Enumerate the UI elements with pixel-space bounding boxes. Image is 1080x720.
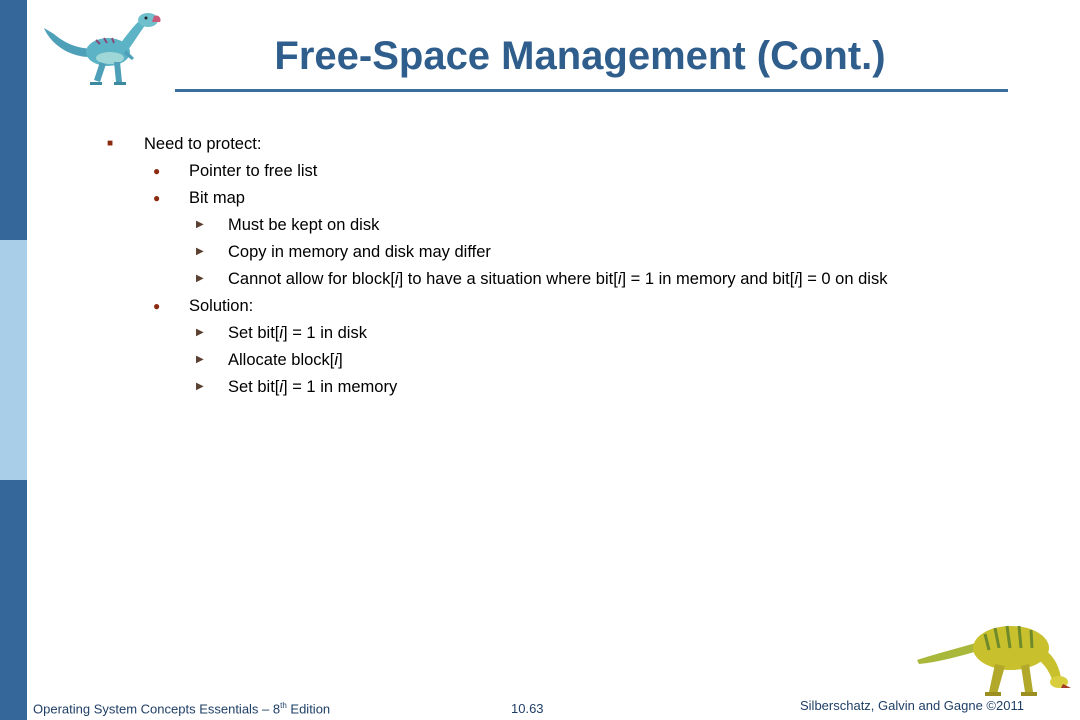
italic-index: i <box>279 324 284 342</box>
footer-book-title <box>33 701 330 716</box>
text-segment: Set bit[ <box>228 378 280 396</box>
footer-book-prefix: Operating System Concepts Essentials – 8 <box>33 701 281 717</box>
bullet-triangle-icon: ▶ <box>196 219 204 230</box>
italic-index: i <box>279 378 284 396</box>
left-band-bottom-segment <box>0 480 27 720</box>
bullet-line-copy-may-differ: Copy in memory and disk may differ <box>228 243 491 261</box>
bullet-line-allocate-block <box>228 350 343 370</box>
dinosaur-standing-icon <box>38 6 168 90</box>
bullet-dot-icon: ● <box>153 164 161 178</box>
footer-book-suffix: Edition <box>286 701 331 717</box>
text-segment: ] to have a situation where bit[ <box>398 270 618 288</box>
bullet-line-cannot-allow <box>228 269 887 289</box>
italic-index: i <box>394 270 399 288</box>
text-segment: ] = 0 on disk <box>798 270 888 288</box>
text-segment: ] = 1 in memory <box>283 378 398 396</box>
footer-book-sup: th <box>280 701 287 710</box>
text-segment: ] <box>338 351 343 369</box>
italic-index: i <box>334 351 339 369</box>
left-band-top-segment <box>0 0 27 240</box>
bullet-dot-icon: ● <box>153 299 161 313</box>
bullet-triangle-icon: ▶ <box>196 381 204 392</box>
text-segment: Allocate block[ <box>228 351 335 369</box>
dinosaur-crouching-icon <box>915 608 1075 700</box>
bullet-line-need-to-protect: Need to protect: <box>144 135 262 153</box>
bullet-line-must-be-kept-on-disk: Must be kept on disk <box>228 216 380 234</box>
italic-index: i <box>617 270 622 288</box>
text-segment: ] = 1 in disk <box>283 324 367 342</box>
slide-title: Free-Space Management (Cont.) <box>274 34 886 78</box>
left-color-band <box>0 0 27 720</box>
bullet-triangle-icon: ▶ <box>196 246 204 257</box>
footer-page-number: 10.63 <box>511 701 544 716</box>
title-underline <box>175 89 1008 92</box>
bullet-square-icon: ■ <box>107 138 114 149</box>
bullet-line-set-bit-memory <box>228 377 397 397</box>
bullet-line-solution: Solution: <box>189 297 254 315</box>
text-segment: ] = 1 in memory and bit[ <box>621 270 795 288</box>
bullet-line-bit-map: Bit map <box>189 189 245 207</box>
bullet-dot-icon: ● <box>153 191 161 205</box>
text-segment: Set bit[ <box>228 324 280 342</box>
bullet-line-set-bit-disk <box>228 323 367 343</box>
bullet-triangle-icon: ▶ <box>196 354 204 365</box>
left-band-middle-segment <box>0 240 27 480</box>
italic-index: i <box>794 270 799 288</box>
bullet-line-pointer-to-free-list: Pointer to free list <box>189 162 318 180</box>
bullet-triangle-icon: ▶ <box>196 273 204 284</box>
text-segment: Cannot allow for block[ <box>228 270 395 288</box>
bullet-triangle-icon: ▶ <box>196 327 204 338</box>
footer-copyright: Silberschatz, Galvin and Gagne ©2011 <box>800 698 1024 713</box>
